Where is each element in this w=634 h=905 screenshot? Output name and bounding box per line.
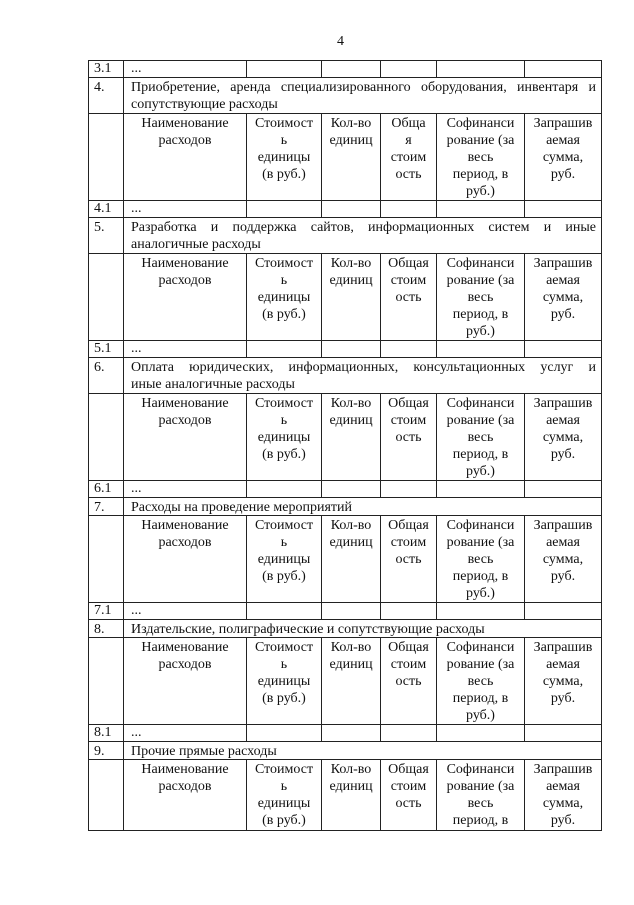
section-title <box>124 358 602 394</box>
unit-cost-header-text: (в руб.) <box>262 307 306 322</box>
unit-cost-header-text: ь <box>280 535 288 550</box>
co-financing-header-text: руб.) <box>466 708 495 723</box>
co-financing-header-text: Софинанси <box>446 762 515 777</box>
subitem-row <box>89 61 602 78</box>
total-cost-cell <box>381 341 437 358</box>
expense-name-header-cell <box>124 760 247 831</box>
subitem-number: 8.1 <box>89 725 124 742</box>
co-financing-header-text: период, в <box>452 307 509 322</box>
subitem-number: 4.1 <box>89 201 124 218</box>
section-title-row <box>89 358 602 394</box>
co-financing-header-cell <box>437 516 525 603</box>
quantity-header-text: Кол-во <box>330 116 372 131</box>
requested-amount-header-text: Запрашив <box>533 396 593 411</box>
requested-amount-header-text: сумма, <box>542 674 584 689</box>
column-header-row <box>89 760 602 831</box>
co-financing-header-text: период, в <box>452 569 509 584</box>
total-cost-header-text: стоим <box>390 150 427 165</box>
unit-cost-header-cell <box>247 638 322 725</box>
expense-name-header-text: Наименование <box>141 518 229 533</box>
unit-cost-header-cell <box>247 254 322 341</box>
column-header-row <box>89 516 602 603</box>
unit-cost-header-text: Стоимост <box>254 256 314 271</box>
subitem-row <box>89 603 602 620</box>
section-number: 4. <box>89 78 124 114</box>
total-cost-header-text: ость <box>395 552 422 567</box>
section-title-line: Приобретение, аренда специализированного оборудования, инвентаря и <box>131 80 596 95</box>
quantity-header-text: Кол-во <box>330 640 372 655</box>
unit-cost-header-text: ь <box>280 133 288 148</box>
requested-amount-header-text: руб. <box>550 691 576 706</box>
expense-name-header-text: расходов <box>158 133 212 148</box>
requested-amount-header-cell <box>525 114 602 201</box>
requested-amount-header-text: аемая <box>546 413 580 428</box>
unit-cost-cell <box>247 481 322 498</box>
section-number: 6. <box>89 358 124 394</box>
unit-cost-header-cell <box>247 394 322 481</box>
expense-name-header-text: Наименование <box>141 762 229 777</box>
section-title-row <box>89 218 602 254</box>
section-title-row <box>89 620 602 638</box>
requested-amount-header-cell <box>525 394 602 481</box>
unit-cost-header-text: Стоимост <box>254 640 314 655</box>
quantity-header-text: единиц <box>329 779 373 794</box>
quantity-header-text: Кол-во <box>330 518 372 533</box>
co-financing-header-text: руб.) <box>466 464 495 479</box>
requested-amount-cell <box>525 603 602 620</box>
unit-cost-header-text: Стоимост <box>254 518 314 533</box>
co-financing-header-cell <box>437 114 525 201</box>
quantity-header-text: единиц <box>329 273 373 288</box>
total-cost-header-cell <box>381 516 437 603</box>
section-title <box>124 620 602 638</box>
requested-amount-cell <box>525 61 602 78</box>
total-cost-header-text: Общая <box>388 396 429 411</box>
section-title-line: Разработка и поддержка сайтов, информационных систем и иные <box>131 220 596 235</box>
requested-amount-cell <box>525 341 602 358</box>
total-cost-header-text: Общая <box>388 518 429 533</box>
expense-name-header-cell <box>124 114 247 201</box>
unit-cost-header-cell <box>247 760 322 831</box>
total-cost-header-text: стоим <box>390 657 427 672</box>
empty-cell <box>89 516 124 603</box>
expense-name-header-text: расходов <box>158 779 212 794</box>
co-financing-header-cell <box>437 638 525 725</box>
unit-cost-header-text: единицы <box>257 430 311 445</box>
subitem-number: 3.1 <box>89 61 124 78</box>
quantity-cell <box>322 603 381 620</box>
section-number: 5. <box>89 218 124 254</box>
quantity-header-text: единиц <box>329 413 373 428</box>
expense-table <box>88 60 602 831</box>
section-title-line: Прочие прямые расходы <box>131 744 277 759</box>
co-financing-cell <box>437 725 525 742</box>
quantity-cell <box>322 61 381 78</box>
total-cost-header-text: ость <box>395 167 422 182</box>
total-cost-header-text: ость <box>395 430 422 445</box>
unit-cost-header-text: единицы <box>257 290 311 305</box>
requested-amount-cell <box>525 201 602 218</box>
column-header-row <box>89 638 602 725</box>
subitem-number: 7.1 <box>89 603 124 620</box>
co-financing-header-cell <box>437 394 525 481</box>
section-title <box>124 498 602 516</box>
total-cost-header-cell <box>381 638 437 725</box>
requested-amount-header-text: руб. <box>550 569 576 584</box>
unit-cost-header-cell <box>247 516 322 603</box>
co-financing-header-text: Софинанси <box>446 116 515 131</box>
quantity-header-text: единиц <box>329 535 373 550</box>
total-cost-header-cell <box>381 760 437 831</box>
total-cost-header-text: ость <box>395 674 422 689</box>
section-number: 7. <box>89 498 124 516</box>
co-financing-header-cell <box>437 254 525 341</box>
quantity-header-cell <box>322 516 381 603</box>
quantity-header-text: Кол-во <box>330 762 372 777</box>
subitem-number: 5.1 <box>89 341 124 358</box>
requested-amount-header-text: руб. <box>550 167 576 182</box>
section-title-row <box>89 498 602 516</box>
total-cost-header-text: стоим <box>390 535 427 550</box>
quantity-cell <box>322 201 381 218</box>
quantity-header-cell <box>322 254 381 341</box>
requested-amount-header-text: аемая <box>546 657 580 672</box>
expense-name-header-text: Наименование <box>141 396 229 411</box>
subitem-row <box>89 481 602 498</box>
subitem-row <box>89 725 602 742</box>
subitem-number: 6.1 <box>89 481 124 498</box>
requested-amount-header-text: руб. <box>550 447 576 462</box>
co-financing-header-text: период, в <box>452 691 509 706</box>
unit-cost-cell <box>247 61 322 78</box>
section-title-row <box>89 742 602 760</box>
section-title-line: иные аналогичные расходы <box>131 377 295 392</box>
co-financing-header-text: руб.) <box>466 586 495 601</box>
quantity-header-text: Кол-во <box>330 396 372 411</box>
requested-amount-header-text: сумма, <box>542 150 584 165</box>
quantity-header-cell <box>322 394 381 481</box>
total-cost-header-text: стоим <box>390 413 427 428</box>
unit-cost-header-text: единицы <box>257 796 311 811</box>
total-cost-header-text: Общая <box>388 762 429 777</box>
expense-name-header-text: Наименование <box>141 640 229 655</box>
quantity-header-cell <box>322 114 381 201</box>
expense-name-header-cell <box>124 394 247 481</box>
unit-cost-header-text: (в руб.) <box>262 447 306 462</box>
total-cost-cell <box>381 481 437 498</box>
total-cost-header-text: ость <box>395 290 422 305</box>
column-header-row <box>89 114 602 201</box>
requested-amount-header-cell <box>525 760 602 831</box>
subitem-text: ... <box>124 481 247 498</box>
empty-cell <box>89 114 124 201</box>
co-financing-header-text: рование (за <box>446 413 515 428</box>
empty-cell <box>89 254 124 341</box>
unit-cost-header-text: ь <box>280 657 288 672</box>
quantity-cell <box>322 725 381 742</box>
co-financing-header-text: период, в <box>452 167 509 182</box>
requested-amount-header-text: сумма, <box>542 290 584 305</box>
requested-amount-cell <box>525 725 602 742</box>
expense-name-header-text: расходов <box>158 657 212 672</box>
section-title-line: сопутствующие расходы <box>131 97 278 112</box>
co-financing-header-text: Софинанси <box>446 640 515 655</box>
expense-name-header-text: Наименование <box>141 256 229 271</box>
page-number: 4 <box>337 34 344 49</box>
unit-cost-header-text: Стоимост <box>254 396 314 411</box>
co-financing-header-text: рование (за <box>446 133 515 148</box>
subitem-text: ... <box>124 61 247 78</box>
unit-cost-header-text: Стоимост <box>254 762 314 777</box>
total-cost-cell <box>381 725 437 742</box>
unit-cost-cell <box>247 341 322 358</box>
unit-cost-header-text: ь <box>280 413 288 428</box>
quantity-header-text: единиц <box>329 657 373 672</box>
expense-name-header-cell <box>124 638 247 725</box>
requested-amount-header-text: руб. <box>550 813 576 828</box>
requested-amount-cell <box>525 481 602 498</box>
co-financing-header-text: руб.) <box>466 184 495 199</box>
co-financing-header-text: Софинанси <box>446 256 515 271</box>
co-financing-header-text: рование (за <box>446 657 515 672</box>
quantity-header-text: единиц <box>329 133 373 148</box>
expense-name-header-text: Наименование <box>141 116 229 131</box>
expense-name-header-cell <box>124 516 247 603</box>
unit-cost-cell <box>247 201 322 218</box>
requested-amount-header-text: Запрашив <box>533 640 593 655</box>
total-cost-header-text: Общая <box>388 640 429 655</box>
co-financing-header-text: весь <box>467 290 494 305</box>
column-header-row <box>89 394 602 481</box>
section-number: 8. <box>89 620 124 638</box>
co-financing-header-text: весь <box>467 552 494 567</box>
column-header-row <box>89 254 602 341</box>
total-cost-header-text: Общая <box>388 256 429 271</box>
total-cost-header-text: стоим <box>390 779 427 794</box>
requested-amount-header-text: аемая <box>546 133 580 148</box>
requested-amount-header-text: аемая <box>546 535 580 550</box>
co-financing-header-text: Софинанси <box>446 396 515 411</box>
co-financing-header-text: рование (за <box>446 779 515 794</box>
co-financing-cell <box>437 341 525 358</box>
expense-name-header-text: расходов <box>158 273 212 288</box>
total-cost-header-cell <box>381 114 437 201</box>
empty-cell <box>89 760 124 831</box>
total-cost-header-text: стоим <box>390 273 427 288</box>
quantity-header-cell <box>322 638 381 725</box>
expense-name-header-text: расходов <box>158 535 212 550</box>
quantity-cell <box>322 481 381 498</box>
empty-cell <box>89 394 124 481</box>
co-financing-cell <box>437 61 525 78</box>
requested-amount-header-text: аемая <box>546 273 580 288</box>
requested-amount-header-text: сумма, <box>542 552 584 567</box>
co-financing-header-text: период, в <box>452 813 509 828</box>
co-financing-header-text: весь <box>467 430 494 445</box>
requested-amount-header-text: Запрашив <box>533 256 593 271</box>
subitem-text: ... <box>124 341 247 358</box>
requested-amount-header-text: Запрашив <box>533 116 593 131</box>
unit-cost-header-text: единицы <box>257 552 311 567</box>
section-title-line: аналогичные расходы <box>131 237 261 252</box>
co-financing-header-text: Софинанси <box>446 518 515 533</box>
section-title <box>124 218 602 254</box>
unit-cost-cell <box>247 725 322 742</box>
unit-cost-header-text: (в руб.) <box>262 569 306 584</box>
total-cost-cell <box>381 201 437 218</box>
unit-cost-header-text: единицы <box>257 150 311 165</box>
quantity-header-text: Кол-во <box>330 256 372 271</box>
quantity-cell <box>322 341 381 358</box>
section-title <box>124 742 602 760</box>
total-cost-header-cell <box>381 394 437 481</box>
co-financing-header-text: рование (за <box>446 273 515 288</box>
section-title-line: Издательские, полиграфические и сопутствующие расходы <box>131 622 485 637</box>
unit-cost-header-text: (в руб.) <box>262 813 306 828</box>
subitem-text: ... <box>124 201 247 218</box>
requested-amount-header-cell <box>525 638 602 725</box>
co-financing-header-text: руб.) <box>466 324 495 339</box>
requested-amount-header-text: руб. <box>550 307 576 322</box>
quantity-header-cell <box>322 760 381 831</box>
requested-amount-header-cell <box>525 254 602 341</box>
requested-amount-header-text: Запрашив <box>533 762 593 777</box>
co-financing-header-text: весь <box>467 674 494 689</box>
total-cost-header-text: Обща <box>391 116 426 131</box>
expense-name-header-text: расходов <box>158 413 212 428</box>
requested-amount-header-text: сумма, <box>542 430 584 445</box>
subitem-text: ... <box>124 603 247 620</box>
section-title <box>124 78 602 114</box>
subitem-row <box>89 201 602 218</box>
section-title-line: Оплата юридических, информационных, консультационных услуг и <box>131 360 596 375</box>
empty-cell <box>89 638 124 725</box>
subitem-row <box>89 341 602 358</box>
section-title-row <box>89 78 602 114</box>
total-cost-header-cell <box>381 254 437 341</box>
co-financing-header-text: весь <box>467 796 494 811</box>
requested-amount-header-cell <box>525 516 602 603</box>
co-financing-cell <box>437 603 525 620</box>
unit-cost-header-text: ь <box>280 273 288 288</box>
unit-cost-header-cell <box>247 114 322 201</box>
co-financing-header-text: весь <box>467 150 494 165</box>
co-financing-header-text: период, в <box>452 447 509 462</box>
expense-name-header-cell <box>124 254 247 341</box>
unit-cost-cell <box>247 603 322 620</box>
co-financing-header-text: рование (за <box>446 535 515 550</box>
total-cost-header-text: я <box>405 133 412 148</box>
co-financing-header-cell <box>437 760 525 831</box>
section-title-line: Расходы на проведение мероприятий <box>131 500 353 515</box>
requested-amount-header-text: аемая <box>546 779 580 794</box>
unit-cost-header-text: единицы <box>257 674 311 689</box>
unit-cost-header-text: (в руб.) <box>262 167 306 182</box>
co-financing-cell <box>437 481 525 498</box>
unit-cost-header-text: (в руб.) <box>262 691 306 706</box>
total-cost-header-text: ость <box>395 796 422 811</box>
unit-cost-header-text: ь <box>280 779 288 794</box>
requested-amount-header-text: сумма, <box>542 796 584 811</box>
unit-cost-header-text: Стоимост <box>254 116 314 131</box>
total-cost-cell <box>381 61 437 78</box>
requested-amount-header-text: Запрашив <box>533 518 593 533</box>
section-number: 9. <box>89 742 124 760</box>
total-cost-cell <box>381 603 437 620</box>
co-financing-cell <box>437 201 525 218</box>
subitem-text: ... <box>124 725 247 742</box>
